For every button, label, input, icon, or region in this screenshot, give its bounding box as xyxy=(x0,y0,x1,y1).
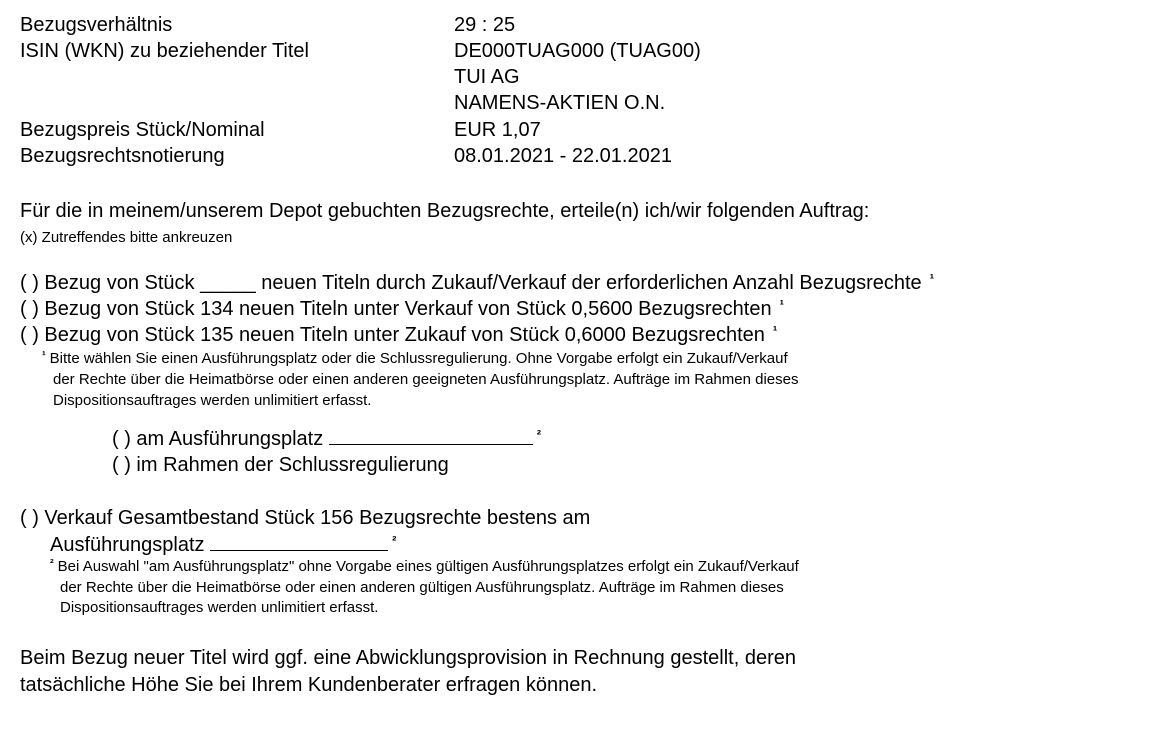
option-free-quantity[interactable] xyxy=(20,270,934,298)
trading-period-value: 08.01.2021 - 22.01.2021 xyxy=(454,145,672,167)
ratio-value: 29 : 25 xyxy=(454,14,516,36)
instruction-intro: Für die in meinem/unserem Depot gebuchten Bezugsrechte, erteile(n) ich/wir folgenden Auftrag: xyxy=(20,200,870,222)
option-buy-rights-label: ( ) Bezug von Stück 135 neuen Titeln unter Zukauf von Stück 0,6000 Bezugsrechten xyxy=(20,324,765,346)
footnote-ref-1: ¹ xyxy=(772,323,778,338)
sale-venue-input-blank[interactable] xyxy=(210,532,388,551)
footnote-1-line-2: der Rechte über die Heimatbörse oder einen anderen geeigneten Ausführungsplatz. Aufträge im Rahmen dieses xyxy=(53,371,799,388)
footnote-ref-2: ² xyxy=(392,533,397,548)
option-final-settlement[interactable]: ( ) im Rahmen der Schlussregulierung xyxy=(112,454,449,476)
footnote-ref-2: ² xyxy=(536,427,542,442)
instruction-hint: (x) Zutreffendes bitte ankreuzen xyxy=(20,229,233,246)
footnote-2-line-3: Dispositionsauftrages werden unlimitiert erfasst. xyxy=(60,599,379,616)
footnote-1-marker: ¹ xyxy=(42,350,46,362)
ratio-label: Bezugsverhältnis xyxy=(20,14,173,36)
footnote-ref-1: ¹ xyxy=(929,271,935,286)
option-sell-all[interactable]: ( ) Verkauf Gesamtbestand Stück 156 Bezugsrechte bestens am xyxy=(20,507,591,529)
price-label: Bezugspreis Stück/Nominal xyxy=(20,119,265,141)
sale-venue-label: Ausführungsplatz xyxy=(50,534,205,556)
sale-venue-line xyxy=(50,532,396,560)
footnote-2-line-2: der Rechte über die Heimatbörse oder einen anderen gültigen Ausführungsplatz. Aufträge im Rahmen dieses xyxy=(60,579,784,596)
venue-input-blank[interactable] xyxy=(329,426,533,445)
option-free-quantity-suffix: neuen Titeln durch Zukauf/Verkauf der erforderlichen Anzahl Bezugsrechte xyxy=(261,272,922,294)
option-free-quantity-prefix: ( ) Bezug von Stück xyxy=(20,272,195,294)
option-sell-rights[interactable] xyxy=(20,296,784,324)
closing-line-2: tatsächliche Höhe Sie bei Ihrem Kundenberater erfragen können. xyxy=(20,674,598,696)
security-type: NAMENS-AKTIEN O.N. xyxy=(454,92,666,114)
option-buy-rights[interactable] xyxy=(20,322,777,350)
isin-label: ISIN (WKN) zu beziehender Titel xyxy=(20,40,309,62)
quantity-blank[interactable]: _____ xyxy=(200,272,256,294)
footnote-ref-1: ¹ xyxy=(779,297,784,312)
closing-line-1: Beim Bezug neuer Titel wird ggf. eine Abwicklungsprovision in Rechnung gestellt, deren xyxy=(20,647,796,669)
issuer-name: TUI AG xyxy=(454,66,520,88)
footnote-1-line-1: $^{^1}$ Bitte wählen Sie einen Ausführungsplatz oder die Schlussregulierung. Ohne Vorgabe erfolgt ein Zukauf/Verkauf xyxy=(42,350,788,367)
isin-value: DE000TUAG000 (TUAG00) xyxy=(454,40,701,62)
footnote-2-line-1: $^{^2}$ Bei Auswahl "am Ausführungsplatz" ohne Vorgabe eines gültigen Ausführungsplatzes erfolgt ein Zukauf/Verkauf xyxy=(50,558,799,575)
option-sell-rights-label: ( ) Bezug von Stück 134 neuen Titeln unter Verkauf von Stück 0,5600 Bezugsrechten xyxy=(20,298,772,320)
option-exchange-venue-label: ( ) am Ausführungsplatz xyxy=(112,428,324,450)
option-exchange-venue[interactable] xyxy=(112,426,541,454)
footnote-2-marker: ² xyxy=(50,558,54,570)
footnote-1-line-3: Dispositionsauftrages werden unlimitiert erfasst. xyxy=(53,392,372,409)
trading-period-label: Bezugsrechtsnotierung xyxy=(20,145,225,167)
price-value: EUR 1,07 xyxy=(454,119,541,141)
